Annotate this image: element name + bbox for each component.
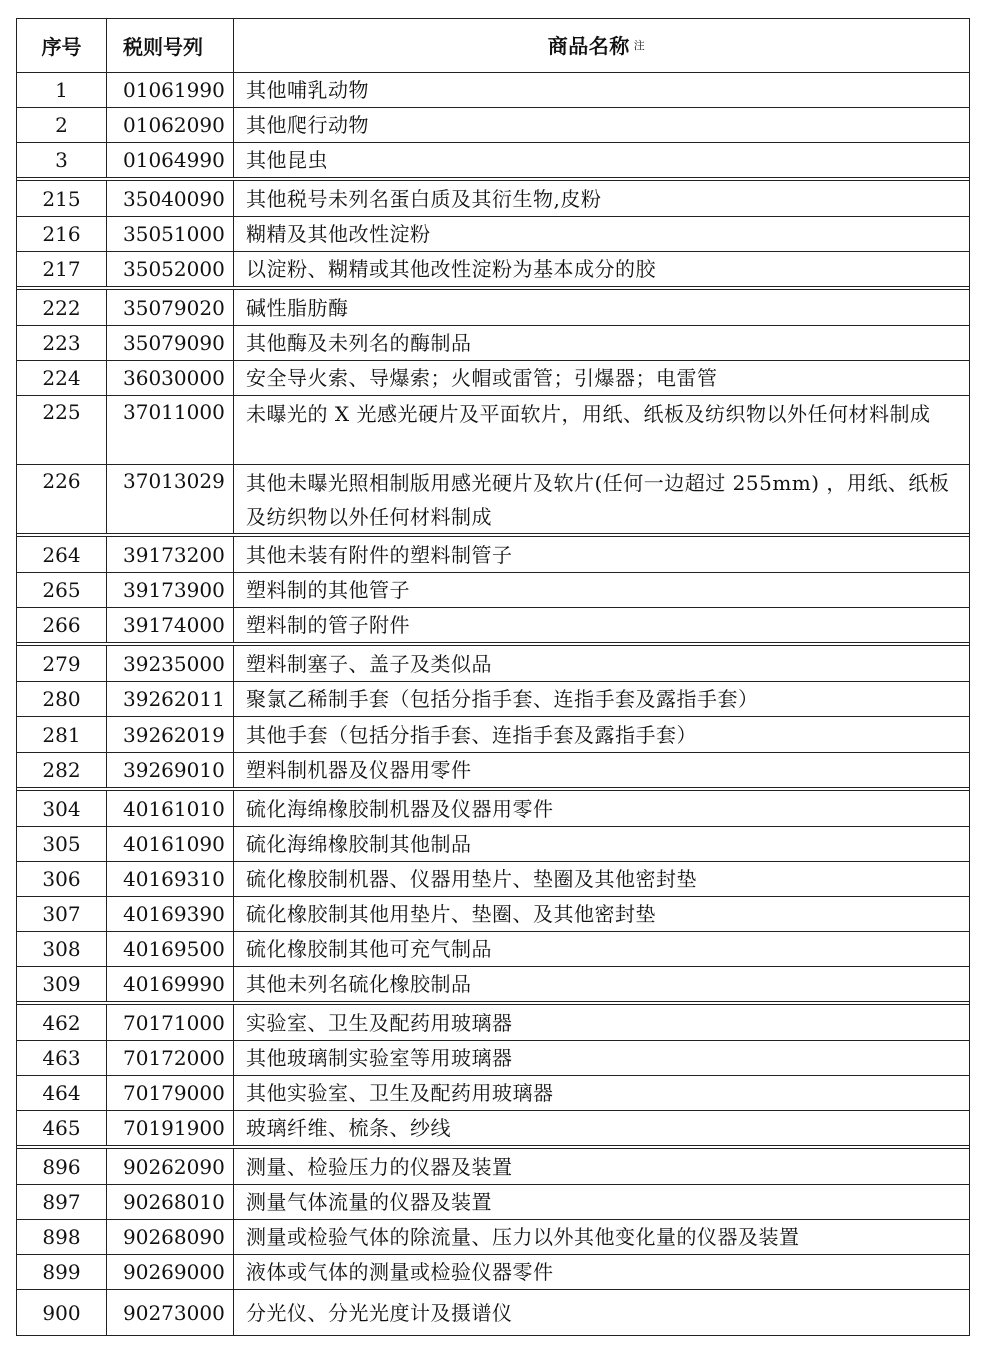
name-cell: 其他未列名硫化橡胶制品 xyxy=(246,972,472,996)
seq-cell: 215 xyxy=(17,181,107,216)
code-cell: 90262090 xyxy=(107,1149,234,1184)
seq-cell: 222 xyxy=(17,290,107,325)
code-cell: 39174000 xyxy=(107,608,234,642)
table-row xyxy=(17,326,969,361)
name-cell: 塑料制塞子、盖子及类似品 xyxy=(246,651,492,676)
tariff-table xyxy=(16,18,970,1336)
table-row xyxy=(17,465,969,537)
code-cell: 35052000 xyxy=(107,252,234,286)
name-cell: 其他实验室、卫生及配药用玻璃器 xyxy=(246,1081,554,1105)
table-row xyxy=(17,753,969,791)
table-row xyxy=(17,827,969,862)
name-cell: 测量或检验气体的除流量、压力以外其他变化量的仪器及装置 xyxy=(246,1225,800,1249)
table-row xyxy=(17,646,969,682)
code-cell: 39269010 xyxy=(107,753,234,787)
code-cell: 40169390 xyxy=(107,897,234,931)
seq-cell: 896 xyxy=(17,1149,107,1184)
table-row xyxy=(17,1185,969,1220)
header-seq-label: 序号 xyxy=(41,35,82,59)
seq-cell: 3 xyxy=(17,143,107,177)
seq-cell: 463 xyxy=(17,1041,107,1075)
seq-cell: 279 xyxy=(17,646,107,681)
table-row xyxy=(17,143,969,181)
seq-cell: 309 xyxy=(17,967,107,1001)
name-cell: 实验室、卫生及配药用玻璃器 xyxy=(246,1010,513,1035)
name-cell: 液体或气体的测量或检验仪器零件 xyxy=(246,1260,554,1284)
seq-cell: 308 xyxy=(17,932,107,966)
name-cell: 其他爬行动物 xyxy=(246,113,369,137)
code-cell: 70171000 xyxy=(107,1005,234,1040)
table-row xyxy=(17,1111,969,1149)
name-cell: 硫化海绵橡胶制其他制品 xyxy=(246,832,472,856)
code-cell: 39173200 xyxy=(107,537,234,572)
table-row xyxy=(17,1290,969,1336)
name-cell: 其他未装有附件的塑料制管子 xyxy=(246,542,513,567)
name-cell: 其他酶及未列名的酶制品 xyxy=(246,331,472,355)
code-cell: 70191900 xyxy=(107,1111,234,1145)
table-row xyxy=(17,537,969,573)
code-cell: 90268090 xyxy=(107,1220,234,1254)
seq-cell: 462 xyxy=(17,1005,107,1040)
code-cell: 37011000 xyxy=(107,396,234,464)
header-name xyxy=(234,19,969,72)
code-cell: 37013029 xyxy=(107,465,234,533)
header-seq xyxy=(17,19,107,72)
name-cell: 塑料制机器及仪器用零件 xyxy=(246,758,472,782)
seq-cell: 898 xyxy=(17,1220,107,1254)
name-cell: 其他玻璃制实验室等用玻璃器 xyxy=(246,1046,513,1070)
seq-cell: 900 xyxy=(17,1290,107,1335)
name-cell: 塑料制的其他管子 xyxy=(246,578,410,602)
name-cell: 碱性脂肪酶 xyxy=(246,295,349,320)
name-cell: 测量、检验压力的仪器及装置 xyxy=(246,1154,513,1179)
name-cell: 安全导火索、导爆索；火帽或雷管；引爆器；电雷管 xyxy=(246,366,718,390)
table-row xyxy=(17,217,969,252)
name-cell: 硫化海绵橡胶制机器及仪器用零件 xyxy=(246,796,554,821)
code-cell: 35079090 xyxy=(107,326,234,360)
code-cell: 35051000 xyxy=(107,217,234,251)
table-row xyxy=(17,791,969,827)
name-cell: 分光仪、分光光度计及摄谱仪 xyxy=(246,1300,513,1325)
code-cell: 35079020 xyxy=(107,290,234,325)
code-cell: 40161090 xyxy=(107,827,234,861)
name-cell: 测量气体流量的仪器及装置 xyxy=(246,1190,492,1214)
seq-cell: 307 xyxy=(17,897,107,931)
code-cell: 01064990 xyxy=(107,143,234,177)
name-cell: 未曝光的 X 光感光硬片及平面软片，用纸、纸板及纺织物以外任何材料制成 xyxy=(246,402,931,426)
code-cell: 70179000 xyxy=(107,1076,234,1110)
seq-cell: 282 xyxy=(17,753,107,787)
seq-cell: 217 xyxy=(17,252,107,286)
name-cell: 硫化橡胶制其他可充气制品 xyxy=(246,937,492,961)
name-cell: 硫化橡胶制其他用垫片、垫圈、及其他密封垫 xyxy=(246,902,656,926)
table-row xyxy=(17,1255,969,1290)
seq-cell: 304 xyxy=(17,791,107,826)
table-row xyxy=(17,967,969,1005)
seq-cell: 465 xyxy=(17,1111,107,1145)
seq-cell: 224 xyxy=(17,361,107,395)
table-row xyxy=(17,1149,969,1185)
name-cell: 塑料制的管子附件 xyxy=(246,613,410,637)
code-cell: 39262019 xyxy=(107,717,234,752)
table-row xyxy=(17,1005,969,1041)
code-cell: 90273000 xyxy=(107,1290,234,1335)
seq-cell: 264 xyxy=(17,537,107,572)
table-row xyxy=(17,181,969,217)
code-cell: 90269000 xyxy=(107,1255,234,1289)
header-name-note: 注 xyxy=(633,38,646,52)
code-cell: 01061990 xyxy=(107,73,234,107)
seq-cell: 225 xyxy=(17,396,107,464)
table-row xyxy=(17,932,969,967)
table-row xyxy=(17,608,969,646)
table-row xyxy=(17,862,969,897)
table-row xyxy=(17,682,969,717)
name-cell: 硫化橡胶制机器、仪器用垫片、垫圈及其他密封垫 xyxy=(246,867,697,891)
table-row xyxy=(17,361,969,396)
seq-cell: 281 xyxy=(17,717,107,752)
seq-cell: 464 xyxy=(17,1076,107,1110)
code-cell: 36030000 xyxy=(107,361,234,395)
name-cell: 其他税号未列名蛋白质及其衍生物,皮粉 xyxy=(246,186,602,211)
header-name-label: 商品名称 xyxy=(547,33,630,58)
table-row xyxy=(17,108,969,143)
seq-cell: 226 xyxy=(17,465,107,533)
code-cell: 70172000 xyxy=(107,1041,234,1075)
seq-cell: 1 xyxy=(17,73,107,107)
name-cell: 其他手套（包括分指手套、连指手套及露指手套） xyxy=(246,722,697,747)
table-row xyxy=(17,897,969,932)
table-row xyxy=(17,252,969,290)
table-header-row xyxy=(17,19,969,73)
table-row xyxy=(17,290,969,326)
code-cell: 35040090 xyxy=(107,181,234,216)
table-row xyxy=(17,73,969,108)
table-row xyxy=(17,1220,969,1255)
code-cell: 40169500 xyxy=(107,932,234,966)
seq-cell: 223 xyxy=(17,326,107,360)
table-row xyxy=(17,396,969,465)
seq-cell: 899 xyxy=(17,1255,107,1289)
table-row xyxy=(17,1076,969,1111)
seq-cell: 280 xyxy=(17,682,107,716)
seq-cell: 897 xyxy=(17,1185,107,1219)
name-cell: 玻璃纤维、梳条、纱线 xyxy=(246,1116,451,1140)
code-cell: 90268010 xyxy=(107,1185,234,1219)
name-cell: 其他哺乳动物 xyxy=(246,78,369,102)
name-cell: 其他昆虫 xyxy=(246,148,328,172)
seq-cell: 266 xyxy=(17,608,107,642)
code-cell: 40161010 xyxy=(107,791,234,826)
header-code xyxy=(107,19,234,72)
name-cell: 以淀粉、糊精或其他改性淀粉为基本成分的胶 xyxy=(246,257,656,281)
table-row xyxy=(17,573,969,608)
seq-cell: 216 xyxy=(17,217,107,251)
seq-cell: 305 xyxy=(17,827,107,861)
code-cell: 39262011 xyxy=(107,682,234,716)
code-cell: 39235000 xyxy=(107,646,234,681)
code-cell: 39173900 xyxy=(107,573,234,607)
code-cell: 40169990 xyxy=(107,967,234,1001)
header-code-label: 税则号列 xyxy=(123,35,203,59)
name-cell: 糊精及其他改性淀粉 xyxy=(246,222,431,246)
code-cell: 40169310 xyxy=(107,862,234,896)
seq-cell: 306 xyxy=(17,862,107,896)
name-cell: 聚氯乙稀制手套（包括分指手套、连指手套及露指手套） xyxy=(246,687,759,711)
code-cell: 01062090 xyxy=(107,108,234,142)
seq-cell: 265 xyxy=(17,573,107,607)
name-cell: 其他未曝光照相制版用感光硬片及软片(任何一边超过 255mm) ，用纸、纸板及纺织物以外任何材料制成 xyxy=(246,471,950,529)
seq-cell: 2 xyxy=(17,108,107,142)
table-row xyxy=(17,717,969,753)
table-row xyxy=(17,1041,969,1076)
